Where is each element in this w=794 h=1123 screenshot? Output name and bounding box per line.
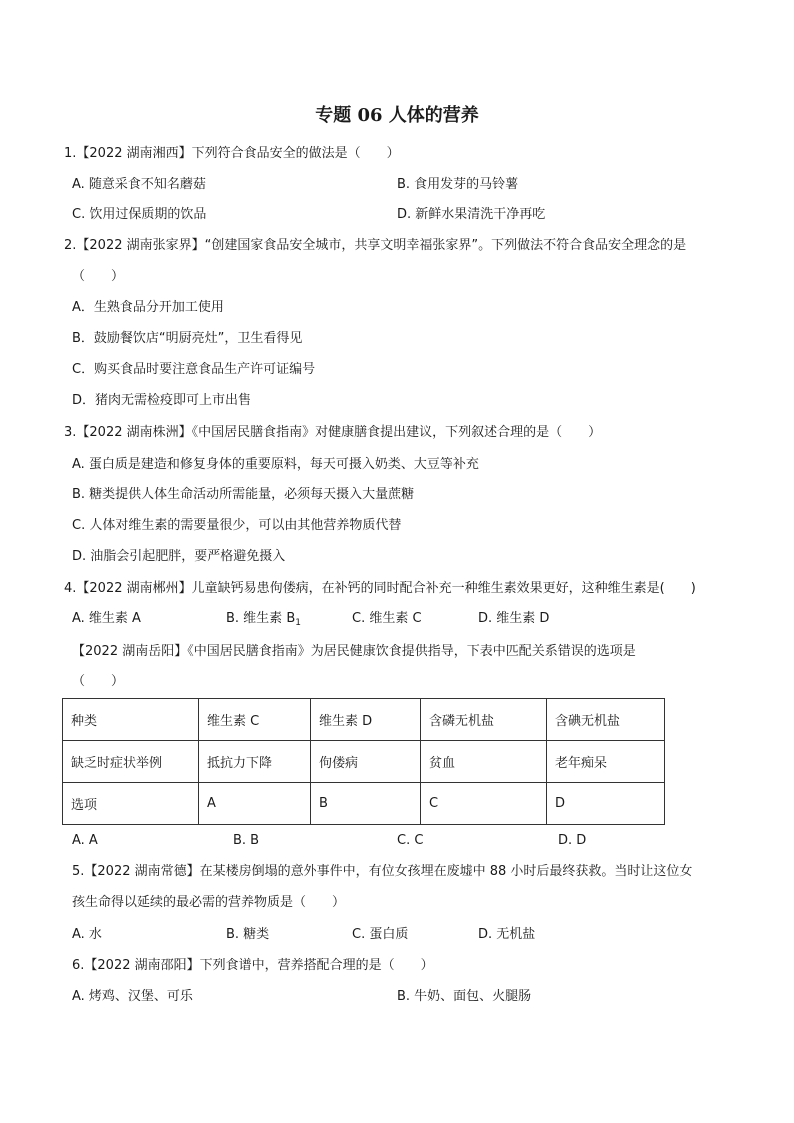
question-4-option-b-text: B. 维生素 B — [226, 611, 296, 626]
table-cell: D — [547, 783, 665, 825]
nutrition-table — [62, 698, 665, 825]
table-row — [63, 699, 665, 741]
table-cell: 含磷无机盐 — [421, 699, 547, 741]
question-3-option-d: D. 油脂会引起肥胖，要严格避免摄入 — [72, 549, 286, 564]
page-title: 专题 06 人体的营养 — [315, 105, 479, 126]
table-cell: 抵抗力下降 — [199, 741, 311, 783]
question-1-stem: 1.【2022 湖南湘西】下列符合食品安全的做法是（ ） — [64, 146, 400, 161]
table-cell: 维生素 D — [311, 699, 421, 741]
table-cell: 佝偻病 — [311, 741, 421, 783]
table-cell: C — [421, 783, 547, 825]
table-cell: 老年痴呆 — [547, 741, 665, 783]
question-4-option-b — [226, 610, 301, 632]
question-5-option-c: C. 蛋白质 — [352, 927, 409, 942]
question-5-stem: 5.【2022 湖南常德】在某楼房倒塌的意外事件中，有位女孩埋在废墟中 88 小时后最终获救。当时让这位女 — [72, 864, 693, 879]
question-yueyang-option-b: B. B — [233, 833, 260, 848]
question-4-option-a: A. 维生素 A — [72, 611, 141, 626]
question-1-option-a: A. 随意采食不知名蘑菇 — [72, 177, 206, 192]
question-5-option-d: D. 无机盐 — [478, 927, 536, 942]
question-yueyang-stem: 【2022 湖南岳阳】《中国居民膳食指南》为居民健康饮食提供指导，下表中匹配关系错误的选项是 — [72, 644, 636, 659]
question-1-option-c: C. 饮用过保质期的饮品 — [72, 207, 207, 222]
table-row — [63, 741, 665, 783]
table-cell: 缺乏时症状举例 — [63, 741, 199, 783]
question-2-option-c: C．购买食品时要注意食品生产许可证编号 — [72, 362, 316, 377]
table-cell: 选项 — [63, 783, 199, 825]
question-5-stem-continued: 孩生命得以延续的最必需的营养物质是（ ） — [72, 895, 346, 910]
question-yueyang-stem-continued: （ ） — [72, 674, 125, 689]
table-cell: B — [311, 783, 421, 825]
question-6-option-b: B. 牛奶、面包、火腿肠 — [397, 989, 532, 1004]
question-2-option-b: B．鼓励餐饮店“明厨亮灶”，卫生看得见 — [72, 331, 303, 346]
question-1-option-d: D. 新鲜水果清洗干净再吃 — [397, 207, 546, 222]
question-5-option-b: B. 糖类 — [226, 927, 270, 942]
question-yueyang-option-d: D. D — [558, 833, 587, 848]
question-2-option-a: A．生熟食品分开加工使用 — [72, 300, 224, 315]
question-3-option-c: C. 人体对维生素的需要量很少，可以由其他营养物质代替 — [72, 518, 402, 533]
table-row — [63, 783, 665, 825]
question-3-stem: 3.【2022 湖南株洲】《中国居民膳食指南》对健康膳食提出建议，下列叙述合理的是（ ） — [64, 425, 602, 440]
question-1-option-b: B. 食用发芽的马铃薯 — [397, 177, 519, 192]
question-6-stem: 6.【2022 湖南邵阳】下列食谱中，营养搭配合理的是（ ） — [72, 958, 434, 973]
question-yueyang-option-a: A. A — [72, 833, 98, 848]
question-5-option-a: A. 水 — [72, 927, 102, 942]
question-2-option-d: D．猪肉无需检疫即可上市出售 — [72, 393, 252, 408]
question-3-option-a: A. 蛋白质是建造和修复身体的重要原料，每天可摄入奶类、大豆等补充 — [72, 457, 479, 472]
table-cell: 含碘无机盐 — [547, 699, 665, 741]
table-cell: 贫血 — [421, 741, 547, 783]
question-yueyang-option-c: C. C — [397, 833, 424, 848]
question-4-option-b-subscript: 1 — [295, 618, 301, 628]
question-2-stem: 2.【2022 湖南张家界】“创建国家食品安全城市，共享文明幸福张家界”。下列做法不符合食品安全理念的是 — [64, 238, 687, 253]
question-4-option-d: D. 维生素 D — [478, 611, 550, 626]
question-4-option-c: C. 维生素 C — [352, 611, 422, 626]
table-cell: A — [199, 783, 311, 825]
question-2-stem-continued: （ ） — [72, 269, 125, 284]
question-4-stem: 4.【2022 湖南郴州】儿童缺钙易患佝偻病，在补钙的同时配合补充一种维生素效果更好，这种维生素是( ) — [64, 581, 696, 596]
table-cell: 种类 — [63, 699, 199, 741]
question-3-option-b: B. 糖类提供人体生命活动所需能量，必须每天摄入大量蔗糖 — [72, 487, 415, 502]
question-6-option-a: A. 烤鸡、汉堡、可乐 — [72, 989, 193, 1004]
table-cell: 维生素 C — [199, 699, 311, 741]
